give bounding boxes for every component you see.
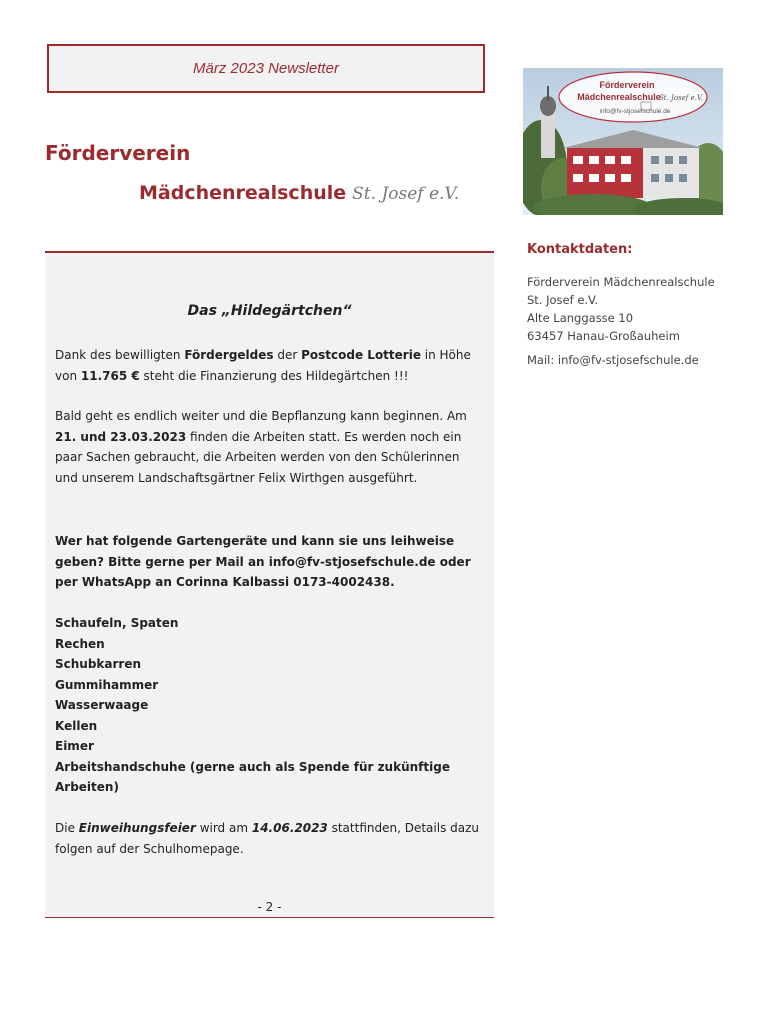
bold-segment: 11.765 €: [80, 368, 140, 383]
article-heading: Das „Hildegärtchen“: [187, 303, 352, 319]
bold-italic-segment: 14.06.2023: [251, 821, 328, 835]
logo-line2: Mädchenrealschule: [577, 92, 661, 102]
address-line: Förderverein Mädchenrealschule: [527, 275, 715, 289]
tool-list: [55, 613, 485, 798]
newsletter-label: März 2023 Newsletter: [193, 60, 339, 77]
list-item: Wasserwaage: [55, 698, 149, 712]
list-item: Kellen: [55, 718, 98, 733]
text-segment: Dank des bewilligten: [55, 348, 185, 362]
list-item: Schaufeln, Spaten: [55, 616, 179, 630]
list-item: Gummihammer: [55, 677, 159, 692]
contact-address: [527, 273, 715, 345]
contact-mail: Mail: info@fv-stjosefschule.de: [527, 353, 699, 367]
page-title-school: Mädchenrealschule: [139, 182, 347, 204]
text-segment: wird am: [195, 821, 252, 835]
page-number: - 2 -: [257, 900, 282, 914]
bold-italic-segment: Einweihungsfeier: [78, 821, 196, 835]
page-title-line1: Förderverein: [45, 141, 191, 165]
address-line: Alte Langgasse 10: [527, 311, 634, 325]
paragraph-inauguration: [55, 818, 485, 859]
paragraph-funding: [55, 345, 485, 386]
contact-heading: Kontaktdaten:: [527, 242, 633, 257]
article-panel: [45, 253, 494, 918]
list-item: Rechen: [55, 636, 105, 651]
list-item: Arbeitshandschuhe (gerne auch als Spende für zukünftige Arbeiten): [55, 759, 450, 794]
text-segment: steht die Finanzierung des Hildegärtchen !!!: [139, 368, 409, 383]
school-logo-photo: [523, 68, 723, 215]
bold-segment: Postcode Lotterie: [301, 348, 421, 362]
address-line: St. Josef e.V.: [527, 293, 599, 307]
paragraph-planting: [55, 406, 485, 488]
text-segment: Die: [55, 821, 79, 835]
list-item: Eimer: [55, 739, 94, 753]
logo-line1: Förderverein: [599, 80, 655, 90]
newsletter-banner: [47, 44, 485, 93]
logo-url: info@fv-stjosefschule.de: [599, 108, 671, 115]
page-title-line2: [139, 182, 459, 204]
text-segment: finden die Arbeiten statt. Es werden noch ein paar Sachen gebraucht, die Arbeiten werden von den Schülerinnen und unserem Landschaftsgärtner Felix Wirthgen ausgeführt.: [55, 429, 462, 485]
paragraph-request: Wer hat folgende Gartengeräte und kann sie uns leihweise geben? Bitte gerne per Mail an info@fv-stjosefschule.de oder per WhatsApp an Corinna Kalbassi 0173-4002438.: [55, 534, 471, 589]
logo-line2-script: St. Josef e.V.: [658, 94, 704, 102]
bold-segment: 21. und 23.03.2023: [55, 429, 187, 444]
page-title-script: St. Josef e.V.: [352, 184, 460, 204]
list-item: Schubkarren: [55, 657, 142, 671]
address-line: 63457 Hanau-Großauheim: [527, 329, 680, 343]
text-segment: in Höhe von: [55, 348, 471, 383]
bold-segment: Fördergeldes: [184, 348, 274, 362]
text-segment: stattfinden, Details dazu folgen auf der Schulhomepage.: [55, 821, 480, 856]
text-segment: der: [273, 348, 302, 362]
text-segment: Bald geht es endlich weiter und die Bepflanzung kann beginnen. Am: [55, 409, 467, 423]
